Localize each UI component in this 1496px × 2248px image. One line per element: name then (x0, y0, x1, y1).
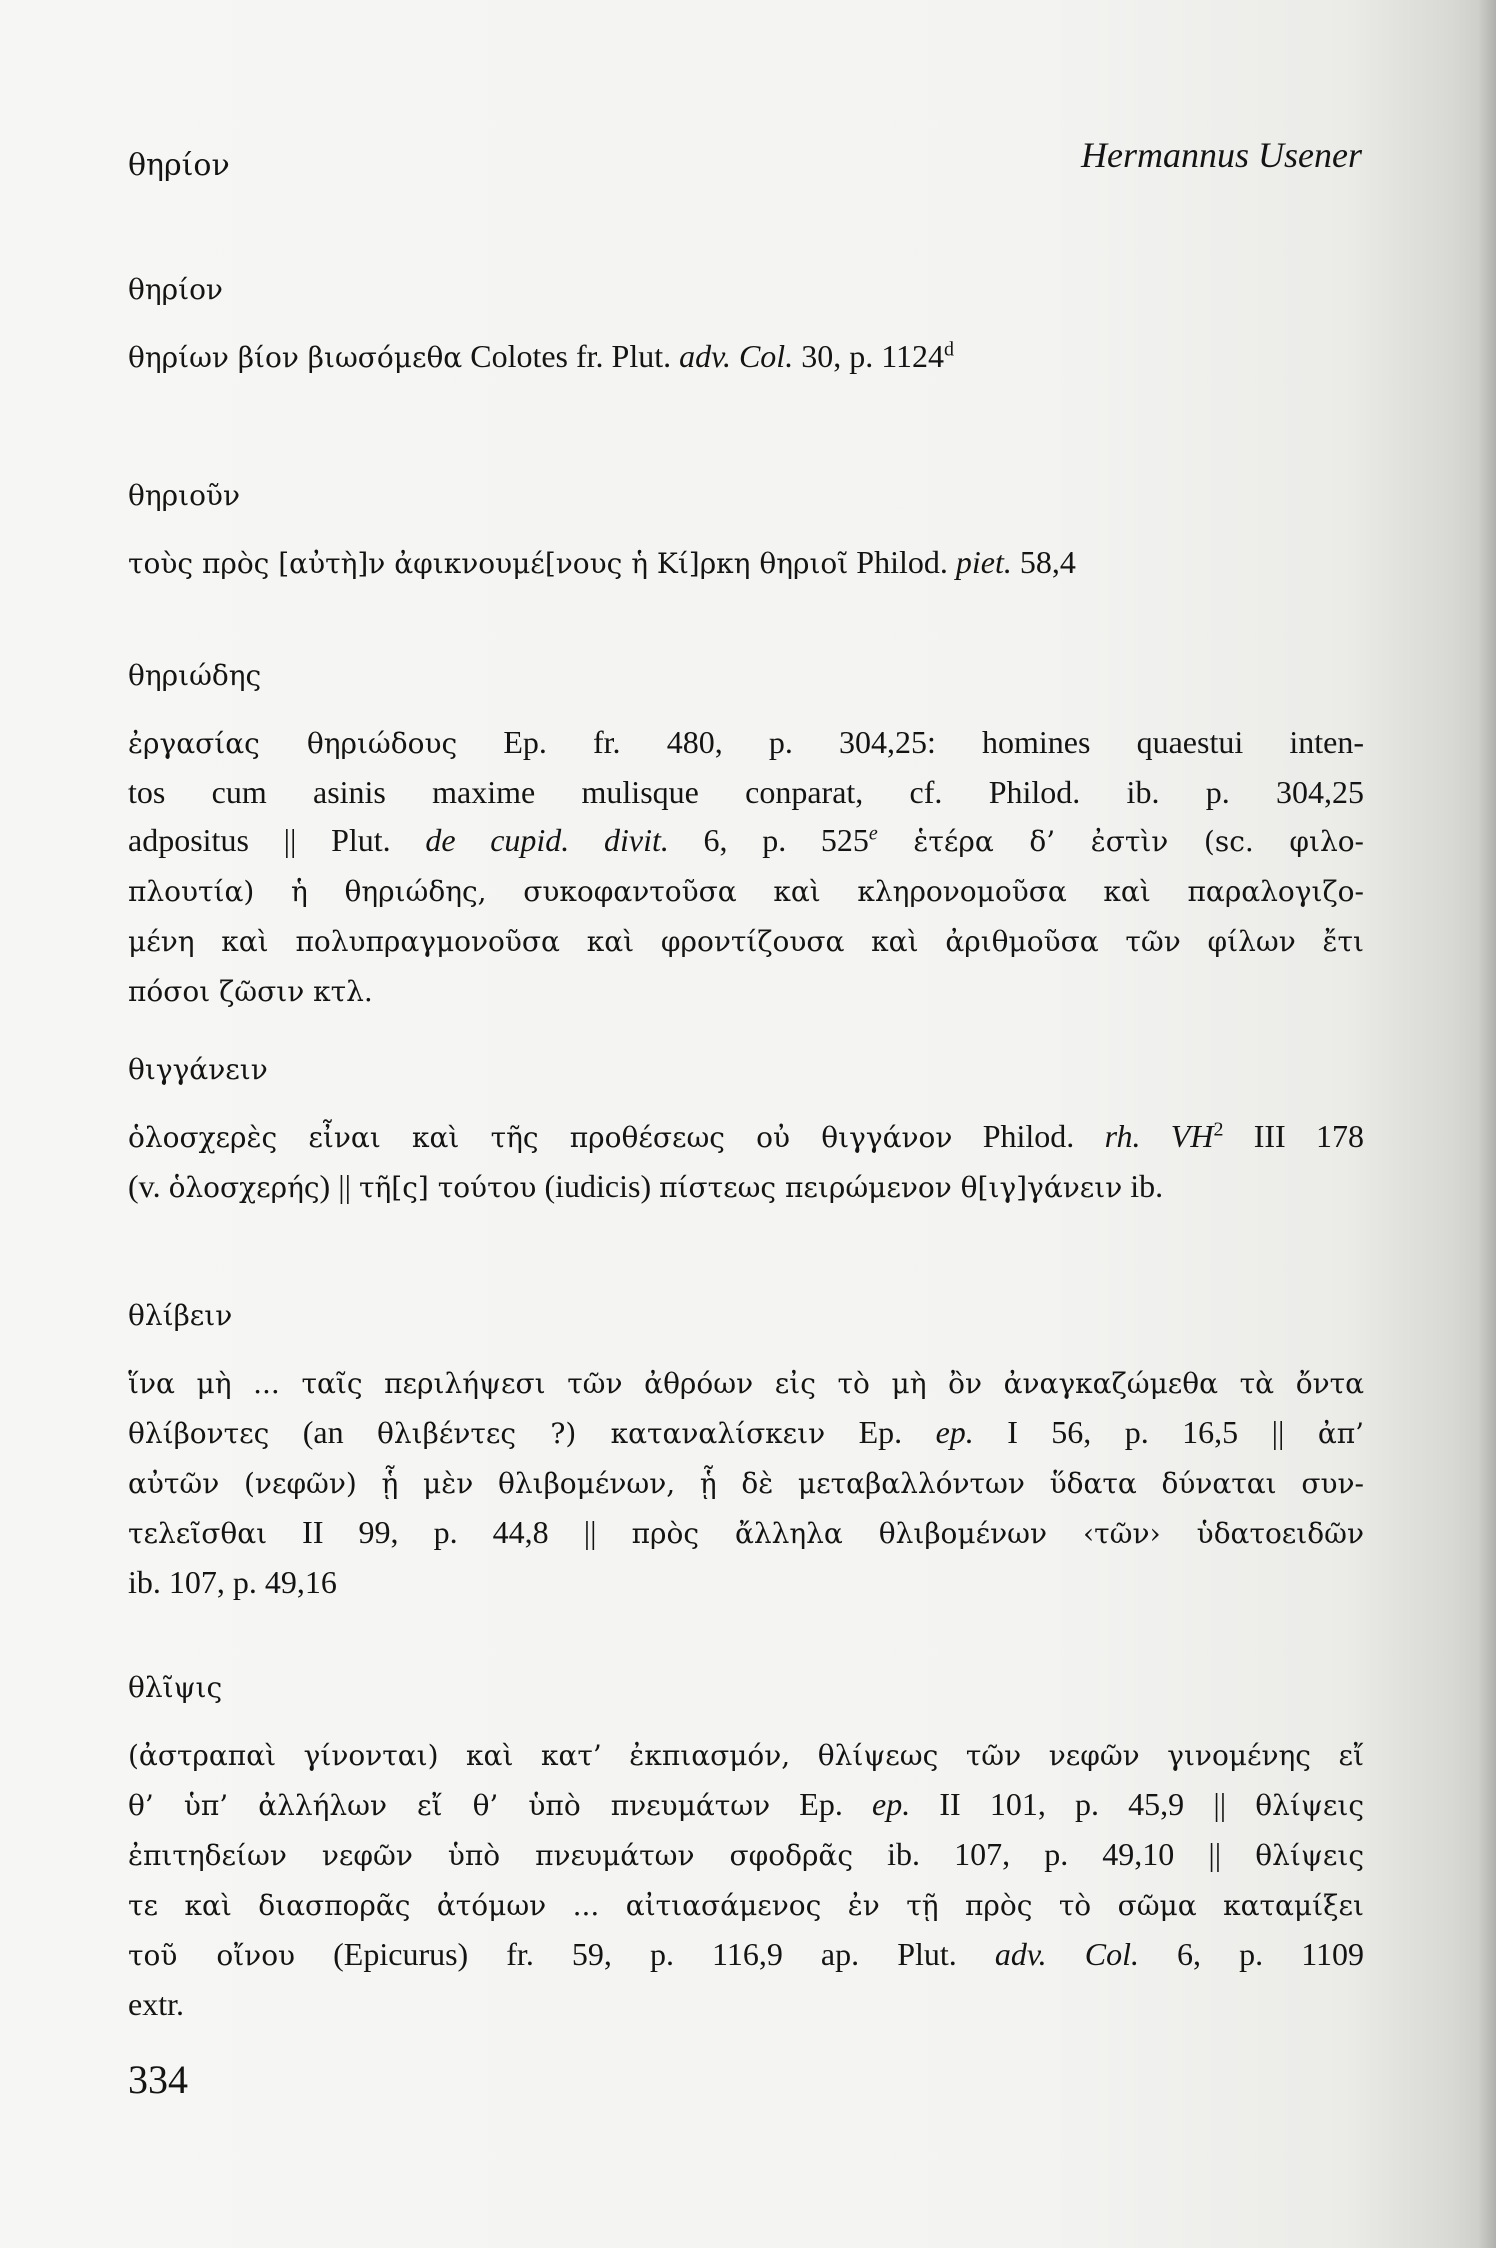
greek-text: θλίβοντες (128, 1417, 270, 1450)
italic-citation: rh. VH (1104, 1118, 1214, 1154)
glossary-entry (128, 654, 1364, 1016)
greek-text: πόσοι ζῶσιν κτλ. (128, 975, 373, 1008)
latin-text: Ep. (770, 1786, 873, 1822)
entry-text-line (128, 916, 1364, 966)
entry-text-line (128, 538, 1364, 588)
greek-text: ἐπιτηδείων νεφῶν ὑπὸ πνευμάτων σφοδρᾶς (128, 1839, 854, 1872)
page-edge-shadow (1478, 0, 1496, 2248)
greek-text: τοὺς πρὸς [αὐτὴ]ν ἀφικνουμέ[νους ἡ Κί]ρκη θηριοῖ (128, 547, 849, 580)
latin-text: 58,4 (1011, 544, 1076, 580)
latin-text: ib. 107, p. 49,16 (128, 1564, 337, 1600)
italic-citation: adv. Col. (679, 338, 794, 374)
page-number: 334 (128, 2057, 188, 2102)
entry-text-line (128, 332, 1364, 382)
latin-text: tos cum asinis maxime mulisque conparat, cf. Philod. ib. p. 304,25 (128, 774, 1364, 810)
superscript: d (944, 338, 954, 361)
latin-text: Philod. (952, 1118, 1105, 1154)
entry-text-line (128, 1980, 1364, 2028)
entry-text-line (128, 1408, 1364, 1458)
latin-text: extr. (128, 1986, 184, 2022)
entry-text-line (128, 866, 1364, 916)
greek-text: θ’ ὑπ’ ἀλλήλων εἴ θ’ ὑπὸ πνευμάτων (128, 1789, 771, 1822)
latin-text: Ep. fr. 480, p. 304,25: homines quaestui inten- (457, 724, 1365, 760)
greek-text: ἑτέρα δ’ ἐστὶν (sc. φιλο- (877, 825, 1365, 858)
entry-text-line (128, 1508, 1364, 1558)
italic-citation: ep. (935, 1414, 974, 1450)
greek-text: θλιβέντες ?) καταναλίσκειν (377, 1417, 826, 1450)
latin-text: (iudicis) (536, 1168, 660, 1204)
greek-text: ὁλοσχερής (168, 1171, 320, 1204)
latin-text: 6, p. 1109 (1138, 1936, 1365, 1972)
entry-lemma: θλῖψις (128, 1671, 223, 1704)
greek-text: θλίψεις (1255, 1789, 1365, 1822)
italic-citation: ep. (872, 1786, 911, 1822)
entry-text-line (128, 1780, 1364, 1830)
entry-text-line (128, 816, 1364, 866)
greek-text: τῆ[ς] τούτου (359, 1171, 537, 1204)
entry-text-line (128, 718, 1364, 768)
entry-text-line (128, 768, 1364, 816)
glossary-entry (128, 1666, 1364, 2028)
greek-text: τοῦ οἴνου (128, 1939, 296, 1972)
running-head-author: Hermannus Usener (1081, 135, 1362, 175)
greek-text: θηρίων βίον βιωσόμεθα (128, 341, 463, 374)
entry-lemma: θηριοῦν (128, 479, 240, 512)
latin-text: 6, p. 525 (668, 822, 869, 858)
entry-lemma: θλίβειν (128, 1299, 233, 1332)
greek-text: αὐτῶν (νεφῶν) ᾗ μὲν θλιβομένων, ᾗ δὲ μεταβαλλόντων ὕδατα δύναται συν- (128, 1467, 1364, 1500)
greek-text: (ἀστραπαὶ γίνονται) καὶ κατ’ ἐκπιασμόν, θλίψεως τῶν νεφῶν γινομένης εἴ (128, 1739, 1364, 1772)
entry-text-line (128, 1558, 1364, 1606)
greek-text: τελεῖσθαι (128, 1517, 268, 1550)
entry-text-line (128, 966, 1364, 1016)
greek-text: ἵνα μὴ ... ταῖς περιλήψεσι τῶν ἀθρόων εἰς τὸ μὴ ὂν ἀναγκαζώμεθα τὰ ὄντα (128, 1367, 1364, 1400)
greek-text: πρὸς ἄλληλα θλιβομένων ‹τῶν› ὑδατοειδῶν (631, 1517, 1365, 1550)
italic-citation: de cupid. divit. (425, 822, 669, 858)
entry-text-line (128, 1358, 1364, 1408)
entry-text-line (128, 1880, 1364, 1930)
latin-text: III 178 (1223, 1118, 1365, 1154)
entry-text-line (128, 1930, 1364, 1980)
entry-text-line (128, 1830, 1364, 1880)
entry-text-line (128, 1730, 1364, 1780)
latin-text: ib. 107, p. 49,10 || (853, 1836, 1256, 1872)
glossary-entry (128, 1294, 1364, 1606)
glossary-entry (128, 1048, 1364, 1212)
latin-text: (Epicurus) fr. 59, p. 116,9 ap. Plut. (295, 1936, 995, 1972)
latin-text: (v. (128, 1168, 169, 1204)
latin-text: II 101, p. 45,9 || (910, 1786, 1256, 1822)
greek-text: πίστεως πειρώμενον θ[ιγ]γάνειν (659, 1171, 1123, 1204)
latin-text: ib. (1122, 1168, 1164, 1204)
greek-text: πλουτία) ἡ θηριώδης, συκοφαντοῦσα καὶ κληρονομοῦσα καὶ παραλογιζο- (128, 875, 1364, 908)
latin-text: Philod. (848, 544, 956, 580)
latin-text: Colotes fr. Plut. (462, 338, 680, 374)
running-head-lemma: θηρίον (128, 148, 230, 183)
greek-text: ἐργασίας θηριώδους (128, 727, 458, 760)
superscript: e (868, 822, 878, 845)
glossary-entry (128, 474, 1364, 588)
latin-text: Ep. (825, 1414, 936, 1450)
entry-lemma: θηριώδης (128, 659, 262, 692)
entry-text-line (128, 1112, 1364, 1162)
latin-text: ) || (319, 1168, 360, 1204)
glossary-body (128, 268, 1365, 2022)
greek-text: ὁλοσχερὲς εἶναι καὶ τῆς προθέσεως οὐ θιγγάνον (128, 1121, 953, 1154)
entry-text-line (128, 1458, 1364, 1508)
greek-text: ἀπ’ (1317, 1417, 1365, 1450)
greek-text: θλίψεις (1255, 1839, 1365, 1872)
latin-text: I 56, p. 16,5 || (973, 1414, 1318, 1450)
greek-text: τε καὶ διασπορᾶς ἀτόμων ... αἰτιασάμενος ἐν τῇ πρὸς τὸ σῶμα καταμίξει (128, 1889, 1364, 1922)
latin-text: II 99, p. 44,8 || (267, 1514, 632, 1550)
latin-text: adpositus || Plut. (128, 822, 426, 858)
entry-lemma: θηρίον (128, 273, 223, 306)
glossary-entry (128, 268, 1364, 382)
superscript: 2 (1213, 1118, 1224, 1141)
entry-lemma: θιγγάνειν (128, 1053, 268, 1086)
italic-citation: piet. (955, 544, 1012, 580)
greek-text: μένη καὶ πολυπραγμονοῦσα καὶ φροντίζουσα καὶ ἀριθμοῦσα τῶν φίλων ἔτι (128, 925, 1364, 958)
entry-text-line (128, 1162, 1364, 1212)
latin-text: 30, p. 1124 (793, 338, 944, 374)
italic-citation: adv. Col. (994, 1936, 1139, 1972)
latin-text: (an (269, 1414, 378, 1450)
